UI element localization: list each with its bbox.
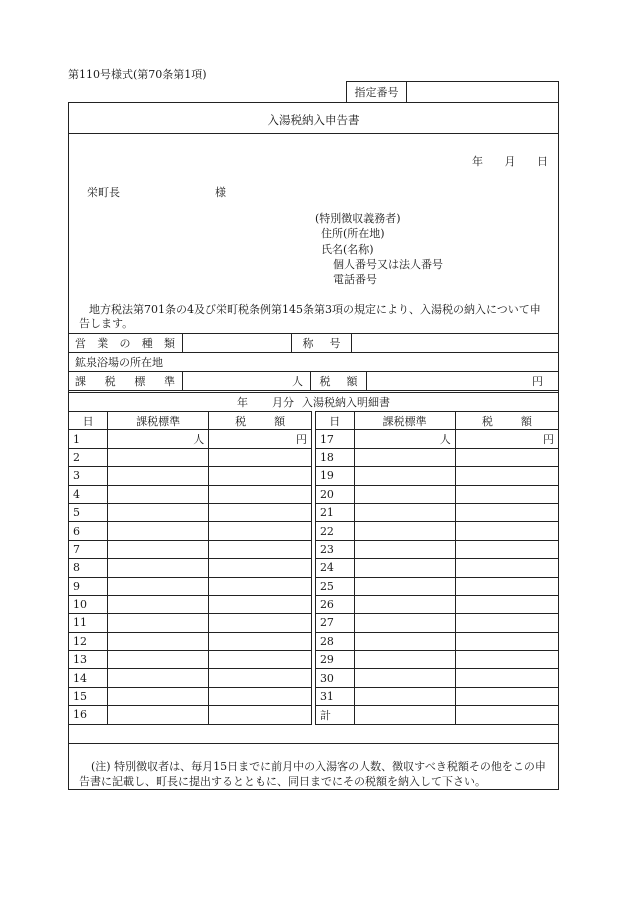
tax-amount-cell[interactable] bbox=[209, 687, 312, 705]
tax-amount-cell[interactable] bbox=[209, 706, 312, 724]
tax-amount-cell[interactable] bbox=[455, 577, 558, 595]
tax-base-cell[interactable]: 人 bbox=[108, 430, 209, 448]
tax-amount-cell[interactable]: 円 bbox=[455, 430, 558, 448]
tax-base-cell[interactable] bbox=[354, 503, 455, 521]
tax-amount-cell[interactable] bbox=[209, 540, 312, 558]
column-header-tax bbox=[209, 412, 312, 430]
tax-amount-label bbox=[311, 371, 366, 390]
daily-detail-table bbox=[69, 411, 558, 725]
detail-title bbox=[69, 392, 558, 411]
tax-base-cell[interactable] bbox=[108, 614, 209, 632]
day-cell: 4 bbox=[69, 485, 108, 503]
day-cell: 12 bbox=[69, 632, 108, 650]
day-cell: 30 bbox=[315, 669, 354, 687]
tax-base-cell[interactable] bbox=[108, 559, 209, 577]
tax-base-cell[interactable] bbox=[354, 706, 455, 724]
tax-base-cell[interactable]: 人 bbox=[354, 430, 455, 448]
table-header bbox=[69, 412, 558, 430]
char: 号 bbox=[329, 336, 341, 350]
tax-amount-cell[interactable] bbox=[209, 577, 312, 595]
table-row bbox=[69, 503, 558, 521]
tax-amount-cell[interactable] bbox=[209, 595, 312, 613]
tax-base-cell[interactable] bbox=[108, 540, 209, 558]
char: 額 bbox=[274, 414, 286, 428]
day-cell: 29 bbox=[315, 651, 354, 669]
taxpayer-name-label: 氏名(名称) bbox=[321, 242, 374, 256]
char: 課 bbox=[75, 374, 86, 388]
yen-unit: 円 bbox=[532, 374, 543, 388]
divider bbox=[69, 133, 558, 134]
day-cell: 31 bbox=[315, 687, 354, 705]
tax-amount-field[interactable] bbox=[367, 371, 543, 390]
tax-amount-cell[interactable] bbox=[209, 632, 312, 650]
day-cell: 7 bbox=[69, 540, 108, 558]
business-name-label bbox=[292, 333, 351, 352]
tax-base-cell[interactable] bbox=[108, 467, 209, 485]
tax-amount-cell[interactable]: 円 bbox=[209, 430, 312, 448]
day-cell: 13 bbox=[69, 651, 108, 669]
designation-number-field[interactable] bbox=[407, 82, 558, 102]
tax-base-cell[interactable] bbox=[108, 595, 209, 613]
day-cell: 5 bbox=[69, 503, 108, 521]
day-cell: 24 bbox=[315, 559, 354, 577]
tax-base-cell[interactable] bbox=[108, 706, 209, 724]
char: 額 bbox=[346, 374, 358, 388]
tax-amount-cell[interactable] bbox=[209, 448, 312, 466]
day-cell: 25 bbox=[315, 577, 354, 595]
tax-amount-cell[interactable] bbox=[455, 522, 558, 540]
tax-amount-cell[interactable] bbox=[209, 651, 312, 669]
day-cell: 28 bbox=[315, 632, 354, 650]
tax-amount-cell[interactable] bbox=[455, 706, 558, 724]
table-row bbox=[69, 706, 558, 724]
day-cell: 22 bbox=[315, 522, 354, 540]
table-row bbox=[69, 687, 558, 705]
tax-amount-cell[interactable] bbox=[455, 540, 558, 558]
char: 税 bbox=[104, 374, 116, 388]
column-header-base: 課税標準 bbox=[354, 412, 455, 430]
char: の bbox=[119, 336, 131, 350]
tax-amount-cell[interactable] bbox=[455, 448, 558, 466]
column-header-day: 日 bbox=[69, 412, 108, 430]
table-row bbox=[69, 448, 558, 466]
tax-base-cell[interactable] bbox=[354, 467, 455, 485]
detail-month: 月分 bbox=[272, 395, 294, 409]
business-type-label bbox=[75, 333, 175, 352]
char: 税 bbox=[319, 374, 331, 388]
tax-base-cell[interactable] bbox=[354, 632, 455, 650]
tax-amount-cell[interactable] bbox=[455, 503, 558, 521]
detail-title-text: 入湯税納入明細書 bbox=[302, 395, 390, 409]
taxpayer-heading: (特別徴収義務者) bbox=[315, 212, 401, 225]
char: 種 bbox=[141, 336, 153, 350]
designation-number-label: 指定番号 bbox=[347, 82, 407, 102]
column-header-day: 日 bbox=[315, 412, 354, 430]
tax-amount-cell[interactable] bbox=[455, 467, 558, 485]
tax-amount-cell[interactable] bbox=[209, 559, 312, 577]
tax-base-cell[interactable] bbox=[354, 448, 455, 466]
tax-amount-cell[interactable] bbox=[455, 651, 558, 669]
table-row bbox=[69, 669, 558, 687]
person-unit: 人 bbox=[292, 374, 303, 388]
declaration-text: 地方税法第701条の4及び栄町税条例第145条第3項の規定により、入湯税の納入について申告します。 bbox=[79, 303, 541, 330]
month-label: 月 bbox=[504, 155, 516, 168]
tax-base-cell[interactable] bbox=[354, 595, 455, 613]
taxpayer-phone-label: 電話番号 bbox=[333, 273, 377, 287]
tax-amount-cell[interactable] bbox=[455, 595, 558, 613]
tax-base-field[interactable] bbox=[183, 371, 303, 390]
day-cell: 19 bbox=[315, 467, 354, 485]
tax-base-cell[interactable] bbox=[108, 577, 209, 595]
tax-base-cell[interactable] bbox=[108, 485, 209, 503]
tax-base-cell[interactable] bbox=[108, 687, 209, 705]
tax-base-cell[interactable] bbox=[354, 540, 455, 558]
tax-amount-cell[interactable] bbox=[209, 614, 312, 632]
tax-amount-cell[interactable] bbox=[209, 522, 312, 540]
footnote: (注) 特別徴収者は、毎月15日までに前月中の入湯客の人数、徴収すべき税額その他をこの申告書に記載し、町長に提出するとともに、同日までにその税額を納入して下さい。 bbox=[79, 760, 546, 788]
day-cell: 21 bbox=[315, 503, 354, 521]
tax-base-cell[interactable] bbox=[354, 577, 455, 595]
tax-base-cell[interactable] bbox=[354, 522, 455, 540]
day-cell: 8 bbox=[69, 559, 108, 577]
day-cell: 17 bbox=[315, 430, 354, 448]
tax-amount-cell[interactable] bbox=[455, 687, 558, 705]
taxpayer-address-label: 住所(所在地) bbox=[321, 227, 385, 241]
tax-amount-cell[interactable] bbox=[455, 669, 558, 687]
char: 業 bbox=[97, 336, 109, 350]
table-row bbox=[69, 651, 558, 669]
table-row bbox=[69, 485, 558, 503]
day-label: 日 bbox=[537, 155, 548, 168]
table-row bbox=[69, 522, 558, 540]
tax-base-cell[interactable] bbox=[108, 503, 209, 521]
table-row bbox=[69, 614, 558, 632]
designation-number-box bbox=[346, 81, 559, 102]
tax-base-cell[interactable] bbox=[354, 687, 455, 705]
table-row bbox=[69, 595, 558, 613]
char: 称 bbox=[302, 336, 314, 350]
table-row bbox=[69, 540, 558, 558]
day-cell: 1 bbox=[69, 430, 108, 448]
char: 額 bbox=[520, 414, 532, 428]
day-cell: 15 bbox=[69, 687, 108, 705]
tax-base-cell[interactable] bbox=[108, 651, 209, 669]
divider bbox=[69, 390, 558, 391]
form-number-label: 第110号様式(第70条第1項) bbox=[68, 68, 207, 81]
day-cell: 20 bbox=[315, 485, 354, 503]
char: 税 bbox=[235, 414, 247, 428]
addressee-mayor: 栄町長 bbox=[87, 186, 120, 199]
day-cell: 計 bbox=[315, 706, 354, 724]
divider bbox=[69, 743, 558, 744]
char: 営 bbox=[75, 336, 86, 350]
tax-base-cell[interactable] bbox=[108, 522, 209, 540]
table-row bbox=[69, 559, 558, 577]
char: 標 bbox=[134, 374, 146, 388]
form-title: 入湯税納入申告書 bbox=[267, 113, 360, 127]
table-row bbox=[69, 467, 558, 485]
tax-amount-cell[interactable] bbox=[455, 614, 558, 632]
year-label: 年 bbox=[472, 155, 483, 168]
date-line bbox=[472, 153, 548, 169]
tax-base-cell[interactable] bbox=[354, 669, 455, 687]
day-cell: 26 bbox=[315, 595, 354, 613]
bath-location-label: 鉱泉浴場の所在地 bbox=[75, 355, 163, 369]
taxpayer-block bbox=[315, 211, 443, 287]
char: 類 bbox=[164, 336, 175, 350]
day-cell: 23 bbox=[315, 540, 354, 558]
day-cell: 3 bbox=[69, 467, 108, 485]
tax-base-cell[interactable] bbox=[354, 485, 455, 503]
day-cell: 10 bbox=[69, 595, 108, 613]
table-row bbox=[69, 430, 558, 448]
tax-amount-cell[interactable] bbox=[209, 503, 312, 521]
declaration-form bbox=[68, 102, 559, 790]
tax-base-cell[interactable] bbox=[108, 448, 209, 466]
table-row bbox=[69, 577, 558, 595]
day-cell: 18 bbox=[315, 448, 354, 466]
day-cell: 9 bbox=[69, 577, 108, 595]
tax-amount-cell[interactable] bbox=[209, 467, 312, 485]
table-row bbox=[69, 632, 558, 650]
addressee-honorific: 様 bbox=[215, 186, 226, 199]
taxpayer-id-label: 個人番号又は法人番号 bbox=[333, 257, 443, 271]
day-cell: 11 bbox=[69, 614, 108, 632]
tax-base-cell[interactable] bbox=[354, 559, 455, 577]
tax-base-label bbox=[75, 371, 175, 390]
char: 準 bbox=[163, 374, 175, 388]
tax-amount-cell[interactable] bbox=[455, 632, 558, 650]
detail-year: 年 bbox=[237, 395, 248, 409]
tax-amount-cell[interactable] bbox=[455, 485, 558, 503]
day-cell: 2 bbox=[69, 448, 108, 466]
column-header-tax bbox=[455, 412, 558, 430]
day-cell: 27 bbox=[315, 614, 354, 632]
day-cell: 16 bbox=[69, 706, 108, 724]
tax-amount-cell[interactable] bbox=[455, 559, 558, 577]
tax-base-cell[interactable] bbox=[354, 651, 455, 669]
char: 税 bbox=[481, 414, 493, 428]
tax-amount-cell[interactable] bbox=[209, 485, 312, 503]
tax-base-cell[interactable] bbox=[108, 669, 209, 687]
day-cell: 6 bbox=[69, 522, 108, 540]
tax-base-cell[interactable] bbox=[108, 632, 209, 650]
column-header-base: 課税標準 bbox=[108, 412, 209, 430]
business-type-field[interactable] bbox=[183, 333, 290, 352]
tax-amount-cell[interactable] bbox=[209, 669, 312, 687]
day-cell: 14 bbox=[69, 669, 108, 687]
business-name-field[interactable] bbox=[352, 333, 558, 352]
tax-base-cell[interactable] bbox=[354, 614, 455, 632]
